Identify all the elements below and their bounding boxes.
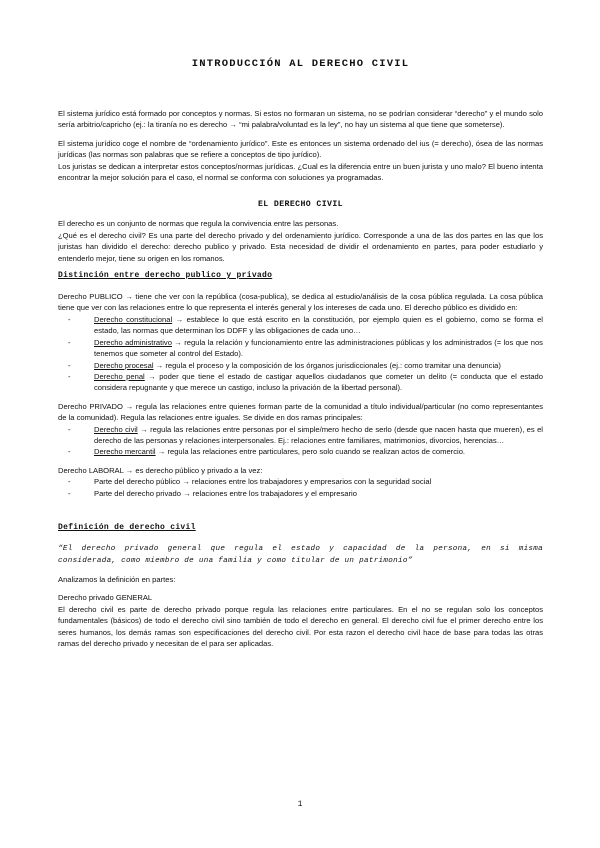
list-item-text: → establece lo que está escrito en la constitución, por ejemplo quien es el gobierno, como se forma el estado, las normas que determinan los DDFF y las obligaciones de cada uno… — [94, 314, 543, 336]
list-item: - Parte del derecho público → relaciones entre los trabajadores y empresarios con la seguridad social — [94, 476, 543, 487]
section1-paragraph-1: El derecho es un conjunto de normas que regula la convivencia entre las personas. — [58, 219, 339, 229]
list-item-text: → poder que tiene el estado de castigar aquellos ciudadanos que cometer un delito (= conducta que el estado considera repugnante y que merece un castigo, incluso la privación de la libertad personal). — [94, 371, 543, 393]
list-item-text: → regula las relaciones entre personas por el simple/mero hecho de serlo (desde que nacen hasta que mueren), es el derecho de las personas y relaciones interpersonales. Ej.: relaciones entre familiares, matrimonios, divorcios, herencias… — [94, 424, 543, 445]
analysis-line: Analizamos la definición en partes: — [58, 574, 176, 584]
list-item-term: Derecho penal — [94, 371, 145, 381]
list-item-text: → regula el proceso y la composición de los órganos jurisdiccionales (ej.: como tramitar una denuncia) — [153, 360, 501, 370]
list-item-term: Derecho constitucional — [94, 314, 173, 324]
publico-intro: Derecho PUBLICO → tiene che ver con la república (cosa-publica), se dedica al estudio/análisis de la cosa pública regulada. La cosa pública tiene que ver con las relaciones entre lo que representa el interés general y los intereses de cada uno. El derecho público es dividido en: — [58, 292, 543, 313]
page-number: 1 — [297, 800, 303, 809]
list-item-text: → regula la relación y funcionamiento entre las administraciones públicas y los administrados (= los que nos tenemos que someter al control del Estado). — [94, 337, 543, 359]
list-item: - Parte del derecho privado → relaciones entre los trabajadores y el empresario — [94, 488, 543, 499]
page-title: INTRODUCCIÓN AL DERECHO CIVIL — [191, 58, 410, 70]
subsection-heading-distincion: Distinción entre derecho publico y privado — [58, 271, 273, 281]
list-item — [94, 337, 543, 360]
section3-body: El derecho civil es parte de derecho privado porque regula las relaciones entre particulares. En el no se regulan solo los conceptos fundamentales (básicos) de todo el derecho civil sino también de todo el derecho en general. El derecho civil fue el primer derecho entre los seres humanos, los demás ramas son especificaciones del derecho civil. Por esta razon el derecho civil hace de base para todas las otras ramas del derecho privado y necesitan de el para ser aplicadas. — [58, 604, 543, 648]
definition-quote: “El derecho privado general que regula el estado y capacidad de la persona, en si misma considerada, como miembro de una familia y como titular de un patrimonio” — [58, 544, 543, 565]
list-item-term: Derecho procesal — [94, 360, 154, 370]
list-item — [94, 360, 543, 371]
list-item-text: → regula las relaciones entre particulares, pero solo cuando se realizan actos de comercio. — [155, 447, 466, 457]
intro-paragraph-1: El sistema jurídico está formado por conceptos y normas. Si estos no formaran un sistema, no se podrían considerar “derecho” y el mundo solo sería arbitrio/capricho (ej.: la tiranía no es derecho → “mi palabra/voluntad es la ley”, no hay un sistema al que tiene que someterse). — [58, 109, 543, 130]
section-heading-derecho-civil: EL DERECHO CIVIL — [257, 200, 343, 210]
laboral-intro: Derecho LABORAL → es derecho público y privado a la vez: — [58, 465, 263, 475]
subheading-derecho-privado-general: Derecho privado GENERAL — [58, 593, 153, 603]
list-item — [94, 371, 543, 394]
section1-paragraph-2: ¿Qué es el derecho civil? Es una parte del derecho privado y del ordenamiento jurídico. Corresponde a una de las dos partes en las que los juristas han dividido el derecho: derecho publico y privado. Esta necesidad de dividir el ordenamiento en partes, para poder estudiarlo y entenderlo mejor, tiene su origen en los romanos. — [58, 230, 543, 263]
list-item — [94, 424, 543, 447]
intro-paragraph-2: El sistema jurídico coge el nombre de “ordenamiento jurídico”. Este es entonces un sistema ordenado del ius (= derecho), ósea de las normas jurídicas (las normas son palabras que se refiere a conceptos de tipo jurídico). — [58, 138, 543, 160]
list-item-term: Derecho mercantil — [94, 447, 156, 457]
laboral-list — [58, 476, 543, 499]
subsection-heading-definicion: Definición de derecho civil — [58, 522, 196, 532]
privado-list — [58, 424, 543, 458]
publico-list — [58, 314, 543, 394]
privado-intro: Derecho PRIVADO → regula las relaciones entre quienes forman parte de la comunidad a título individual/particular (no como representantes de la comunidad). Regula las relaciones entre iguales. Se divide en dos ramas principales: — [58, 401, 543, 423]
list-item-term: Derecho administrativo — [94, 337, 172, 347]
list-item — [94, 314, 543, 337]
list-item — [94, 446, 543, 457]
intro-paragraph-3: Los juristas se dedican a interpretar estos conceptos/normas jurídicas. ¿Cual es la diferencia entre un buen jurista y uno malo? El bueno intenta encontrar la mejor solución para el caso, el normal se conforma con soluciones ya programadas. — [58, 161, 543, 183]
list-item-term: Derecho civil — [94, 424, 138, 434]
